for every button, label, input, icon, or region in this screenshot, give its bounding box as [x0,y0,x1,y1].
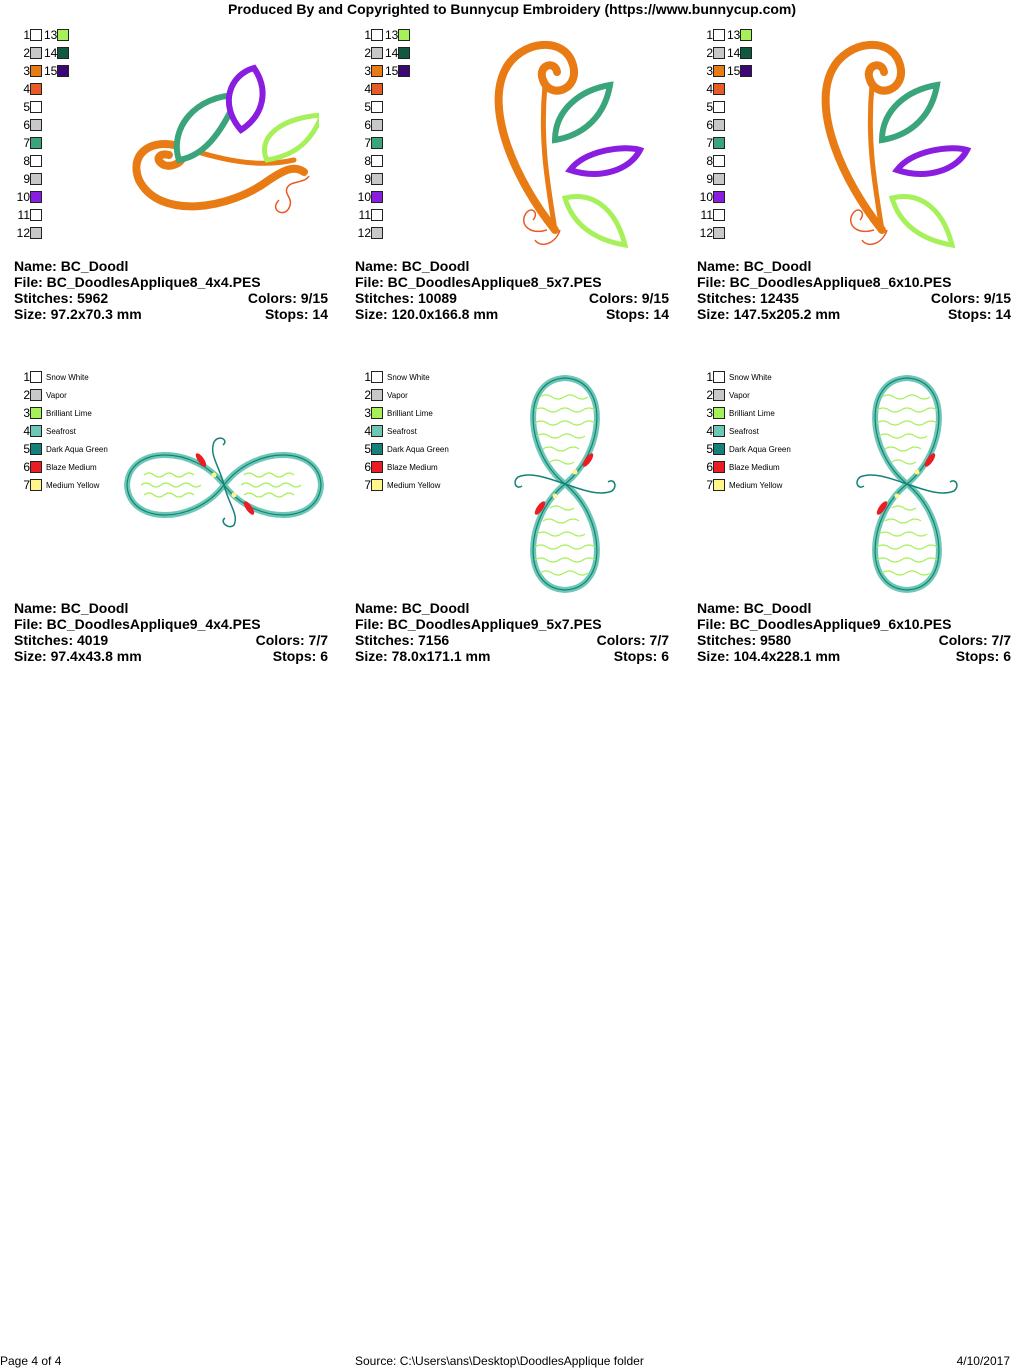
stitch-count: 12435 [760,290,799,306]
legend-row [14,422,76,440]
color-swatch [713,443,725,455]
thread-name: Snow White [387,372,430,382]
legend-number: 4 [23,82,30,96]
design-preview-paisley-vertical-large [812,30,992,250]
design-info: Name: BC_Doodl File: BC_DoodlesApplique8_5x7.PES Stitches: 10089 Colors: 9/15 Size: 120.0x166.8 mm Stops: 14 [355,258,669,322]
color-swatch [30,209,42,221]
legend-number: 9 [706,172,713,186]
legend-number: 14 [727,46,741,60]
thread-name: Medium Yellow [729,480,783,490]
thread-name: Vapor [46,390,67,400]
color-swatch [371,83,383,95]
design-file: BC_DoodlesApplique8_5x7.PES [387,274,602,290]
legend-row [14,80,42,98]
design-size: 78.0x171.1 mm [391,648,491,664]
legend-number: 7 [364,136,371,150]
thread-name: Brilliant Lime [387,408,433,418]
legend-row [385,44,410,62]
legend-number: 15 [727,64,741,78]
legend-number: 6 [706,118,713,132]
design-preview-infinity-horizontal [119,430,329,530]
color-swatch [30,191,42,203]
stitch-count: 9580 [760,632,792,648]
legend-number: 13 [385,28,399,42]
thread-name: Medium Yellow [387,480,441,490]
design-preview-paisley-horizontal [119,60,319,230]
color-swatch [371,461,383,473]
legend-number: 5 [706,442,713,456]
legend-number: 12 [16,226,30,240]
legend-number: 8 [706,154,713,168]
color-swatch [713,173,725,185]
legend-number: 6 [364,460,371,474]
design-info: Name: BC_Doodl File: BC_DoodlesApplique8_4x4.PES Stitches: 5962 Colors: 9/15 Size: 97.2x70.3 mm Stops: 14 [14,258,328,322]
legend-number: 7 [706,136,713,150]
legend-number: 3 [706,64,713,78]
color-swatch [30,425,42,437]
legend-number: 11 [700,208,713,222]
color-swatch [30,155,42,167]
color-swatch [371,191,383,203]
legend-row [14,458,97,476]
design-file: BC_DoodlesApplique9_4x4.PES [46,616,261,632]
design-card [14,368,330,698]
color-swatch [371,29,383,41]
legend-number: 2 [364,46,371,60]
design-size: 147.5x205.2 mm [733,306,841,322]
design-info: Name: BC_Doodl File: BC_DoodlesApplique9_5x7.PES Stitches: 7156 Colors: 7/7 Size: 78.0x171.1 mm Stops: 6 [355,600,669,664]
color-swatch [713,389,725,401]
legend-row [14,62,42,80]
stop-count: 6 [320,648,328,664]
legend-number: 15 [44,64,58,78]
legend-number: 1 [23,28,30,42]
legend-number: 5 [364,442,371,456]
legend-row [355,188,383,206]
color-swatch [371,209,383,221]
design-info: Name: BC_Doodl File: BC_DoodlesApplique8_6x10.PES Stitches: 12435 Colors: 9/15 Size: 147.5x205.2 mm Stops: 14 [697,258,1011,322]
legend-number: 1 [364,28,371,42]
legend-row [44,44,69,62]
color-swatch [371,479,383,491]
stop-count: 14 [995,306,1011,322]
color-swatch [57,47,69,59]
legend-row [355,386,408,404]
legend-number: 10 [16,190,30,204]
legend-row [697,80,725,98]
legend-number: 6 [706,460,713,474]
legend-row [355,440,449,458]
legend-row [355,422,417,440]
color-swatch [713,407,725,419]
design-name: BC_Doodl [743,258,812,274]
legend-row [697,206,725,224]
legend-number: 3 [364,406,371,420]
legend-number: 12 [357,226,371,240]
legend-number: 5 [23,100,30,114]
design-file: BC_DoodlesApplique8_6x10.PES [729,274,952,290]
design-preview-infinity-vertical-large [852,372,962,596]
legend-number: 4 [23,424,30,438]
legend-number: 7 [23,136,30,150]
stitch-count: 7156 [418,632,450,648]
color-swatch [713,137,725,149]
color-swatch [371,425,383,437]
legend-number: 1 [364,370,371,384]
color-swatch [713,47,725,59]
legend-row [14,368,89,386]
legend-row [697,440,791,458]
thread-name: Vapor [729,390,750,400]
design-name: BC_Doodl [60,258,129,274]
stitch-count: 10089 [418,290,457,306]
legend-number: 3 [23,406,30,420]
thread-name: Snow White [729,372,772,382]
design-size: 104.4x228.1 mm [733,648,841,664]
legend-number: 13 [44,28,58,42]
color-swatch [740,29,752,41]
legend-number: 2 [23,388,30,402]
color-swatch [30,407,42,419]
legend-number: 5 [706,100,713,114]
legend-number: 6 [23,118,30,132]
legend-row [355,44,383,62]
design-size: 120.0x166.8 mm [391,306,499,322]
legend-row [697,152,725,170]
color-count: 9/15 [300,290,328,306]
legend-row [355,62,383,80]
legend-row [697,224,725,242]
color-count: 9/15 [641,290,669,306]
legend-number: 5 [364,100,371,114]
color-swatch [713,461,725,473]
color-swatch [371,389,383,401]
design-card [355,26,671,356]
legend-row [14,404,92,422]
legend-row [697,458,780,476]
color-swatch [30,371,42,383]
design-card [355,368,671,698]
legend-number: 3 [23,64,30,78]
legend-number: 6 [23,460,30,474]
thread-name: Brilliant Lime [46,408,92,418]
legend-row [355,206,383,224]
legend-row [727,44,752,62]
color-swatch [30,83,42,95]
legend-number: 4 [706,82,713,96]
design-card [14,26,330,356]
color-swatch [30,461,42,473]
color-swatch [713,65,725,77]
legend-row [14,224,42,242]
legend-number: 9 [364,172,371,186]
legend-row [697,404,775,422]
source-path: Source: C:\Users\ans\Desktop\DoodlesApplique folder [355,1354,644,1368]
legend-row [697,98,725,116]
legend-number: 1 [706,370,713,384]
thread-name: Snow White [46,372,89,382]
color-swatch [740,65,752,77]
legend-number: 1 [23,370,30,384]
legend-row [355,152,383,170]
color-swatch [713,371,725,383]
legend-row [697,386,750,404]
color-swatch [398,65,410,77]
legend-row [14,152,42,170]
legend-row [385,62,410,80]
color-swatch [713,227,725,239]
legend-row [14,188,42,206]
design-file: BC_DoodlesApplique9_6x10.PES [729,616,952,632]
stop-count: 14 [653,306,669,322]
color-swatch [57,29,69,41]
color-swatch [30,389,42,401]
legend-row [697,476,782,494]
legend-row [14,26,42,44]
color-swatch [398,29,410,41]
design-info: Name: BC_Doodl File: BC_DoodlesApplique9_4x4.PES Stitches: 4019 Colors: 7/7 Size: 97.4x43.8 mm Stops: 6 [14,600,328,664]
legend-number: 2 [706,46,713,60]
color-swatch [30,29,42,41]
legend-number: 8 [23,154,30,168]
thread-name: Seafrost [46,426,76,436]
legend-row [355,26,383,44]
legend-row [697,170,725,188]
legend-number: 12 [699,226,713,240]
legend-row [697,44,725,62]
legend-number: 9 [23,172,30,186]
legend-row [355,404,433,422]
legend-number: 7 [706,478,713,492]
legend-row [727,62,752,80]
legend-row [697,188,725,206]
color-swatch [713,155,725,167]
legend-row [44,26,69,44]
legend-row [14,206,42,224]
thread-name: Seafrost [729,426,759,436]
color-swatch [713,191,725,203]
stitch-count: 4019 [77,632,109,648]
legend-number: 2 [364,388,371,402]
legend-row [14,386,67,404]
thread-name: Dark Aqua Green [46,444,108,454]
color-count: 7/7 [308,632,328,648]
design-name: BC_Doodl [743,600,812,616]
color-count: 9/15 [983,290,1011,306]
legend-number: 3 [364,64,371,78]
color-swatch [713,83,725,95]
color-swatch [713,425,725,437]
print-date: 4/10/2017 [956,1354,1010,1368]
legend-row [697,368,772,386]
color-swatch [30,47,42,59]
color-swatch [371,101,383,113]
thread-name: Blaze Medium [387,462,438,472]
legend-number: 2 [23,46,30,60]
legend-row [355,224,383,242]
color-swatch [371,173,383,185]
legend-number: 11 [17,208,30,222]
color-swatch [713,29,725,41]
design-card [697,26,1013,356]
legend-row [727,26,752,44]
legend-row [697,116,725,134]
legend-row [355,116,383,134]
color-swatch [371,227,383,239]
legend-number: 3 [706,406,713,420]
color-swatch [371,137,383,149]
legend-row [385,26,410,44]
design-file: BC_DoodlesApplique8_4x4.PES [46,274,261,290]
color-swatch [398,47,410,59]
color-swatch [30,173,42,185]
page-header-title: Produced By and Copyrighted to Bunnycup Embroidery (https://www.bunnycup.com) [227,1,797,17]
legend-row [355,368,430,386]
legend-number: 1 [706,28,713,42]
legend-row [14,440,108,458]
legend-row [355,476,440,494]
color-swatch [30,479,42,491]
thread-name: Blaze Medium [46,462,97,472]
legend-number: 10 [699,190,713,204]
design-info: Name: BC_Doodl File: BC_DoodlesApplique9_6x10.PES Stitches: 9580 Colors: 7/7 Size: 104.4x228.1 mm Stops: 6 [697,600,1011,664]
legend-number: 14 [385,46,399,60]
design-name: BC_Doodl [401,600,470,616]
thread-name: Brilliant Lime [729,408,775,418]
legend-number: 7 [364,478,371,492]
color-swatch [371,407,383,419]
thread-name: Dark Aqua Green [729,444,791,454]
color-swatch [30,119,42,131]
design-preview-paisley-vertical [485,30,665,250]
legend-row [14,116,42,134]
color-swatch [371,65,383,77]
legend-row [355,134,383,152]
thread-name: Vapor [387,390,408,400]
legend-row [44,62,69,80]
design-size: 97.4x43.8 mm [50,648,142,664]
thread-name: Blaze Medium [729,462,780,472]
legend-number: 5 [23,442,30,456]
thread-name: Seafrost [387,426,417,436]
legend-number: 7 [23,478,30,492]
legend-number: 2 [706,388,713,402]
legend-number: 14 [44,46,58,60]
stop-count: 14 [312,306,328,322]
legend-number: 10 [357,190,371,204]
legend-row [697,62,725,80]
design-file: BC_DoodlesApplique9_5x7.PES [387,616,602,632]
legend-row [697,26,725,44]
stop-count: 6 [1003,648,1011,664]
legend-row [355,170,383,188]
legend-row [697,422,759,440]
legend-number: 4 [364,424,371,438]
page-number: Page 4 of 4 [0,1354,62,1368]
legend-row [14,98,42,116]
legend-row [14,134,42,152]
color-swatch [371,443,383,455]
legend-number: 4 [364,82,371,96]
color-swatch [371,47,383,59]
design-name: BC_Doodl [401,258,470,274]
stop-count: 6 [661,648,669,664]
color-count: 7/7 [649,632,669,648]
color-count: 7/7 [991,632,1011,648]
legend-row [355,98,383,116]
color-swatch [713,479,725,491]
design-preview-infinity-vertical [510,372,620,596]
design-size: 97.2x70.3 mm [50,306,142,322]
legend-number: 8 [364,154,371,168]
color-swatch [713,209,725,221]
legend-row [355,458,438,476]
color-swatch [30,227,42,239]
color-swatch [57,65,69,77]
legend-number: 4 [706,424,713,438]
legend-row [14,170,42,188]
legend-row [697,134,725,152]
legend-number: 6 [364,118,371,132]
color-swatch [30,101,42,113]
stitch-count: 5962 [77,290,109,306]
thread-name: Dark Aqua Green [387,444,449,454]
color-swatch [371,371,383,383]
legend-number: 15 [385,64,399,78]
design-name: BC_Doodl [60,600,129,616]
legend-number: 13 [727,28,741,42]
legend-row [14,44,42,62]
legend-row [14,476,99,494]
color-swatch [713,119,725,131]
design-card [697,368,1013,698]
legend-number: 11 [358,208,371,222]
color-swatch [30,65,42,77]
thread-name: Medium Yellow [46,480,100,490]
color-swatch [30,443,42,455]
color-swatch [713,101,725,113]
color-swatch [371,119,383,131]
color-swatch [371,155,383,167]
legend-row [355,80,383,98]
color-swatch [740,47,752,59]
color-swatch [30,137,42,149]
